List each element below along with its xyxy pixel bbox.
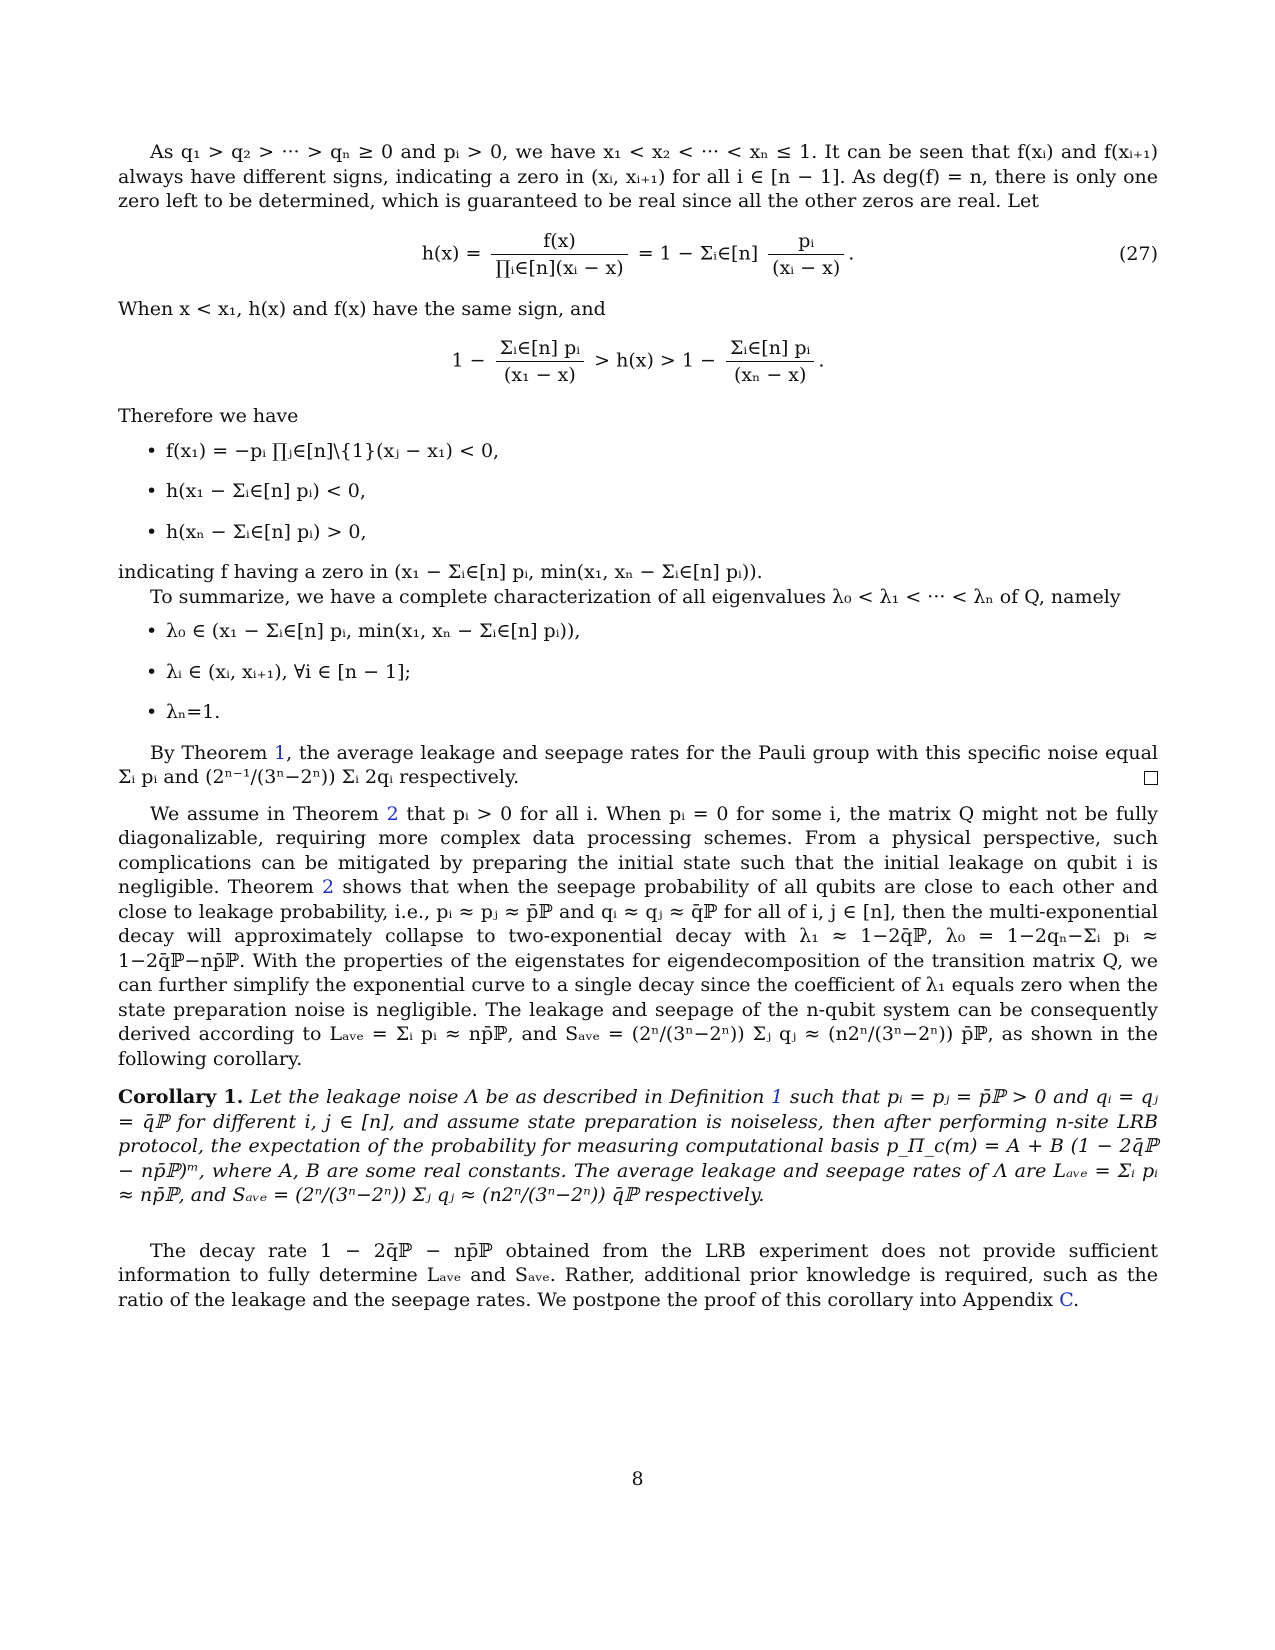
ineq-frac2-den: (xₙ − x) bbox=[733, 364, 807, 386]
eq27-end: . bbox=[848, 242, 855, 264]
eq27-frac2-den: (xᵢ − x) bbox=[772, 256, 841, 279]
eq27-frac2 bbox=[768, 228, 844, 281]
text-segment: By Theorem bbox=[150, 741, 275, 764]
text-segment: . bbox=[1073, 1288, 1080, 1311]
eq27-frac1-den: ∏ᵢ∈[n](xᵢ − x) bbox=[495, 256, 624, 279]
paragraph-decay-rate bbox=[118, 1239, 1158, 1313]
inequality bbox=[118, 335, 1158, 388]
definition-link[interactable]: 1 bbox=[771, 1086, 784, 1108]
theorem-link[interactable]: 2 bbox=[386, 802, 399, 825]
text-segment: The decay rate 1 − 2q̄ℙ − np̄ℙ obtained from the LRB experiment does not provide sufficient information to fully determine Lₐᵥₑ and Sₐᵥₑ. Rather, additional prior knowledge is required, such as the ratio of the leakage and the seepage rates. We postpone the proof of this corollary into Appendix bbox=[118, 1239, 1158, 1311]
corollary-1 bbox=[118, 1085, 1158, 1208]
ineq-frac2 bbox=[726, 335, 814, 388]
page-body bbox=[118, 140, 1158, 1312]
list-item: • h(xₙ − Σᵢ∈[n] pᵢ) > 0, bbox=[166, 520, 1158, 545]
paragraph-zeros: As q₁ > q₂ > ··· > qₙ ≥ 0 and pᵢ > 0, we have x₁ < x₂ < ··· < xₙ ≤ 1. It can be seen that f(xᵢ) and f(xᵢ₊₁) always have different signs, indicating a zero in (xᵢ, xᵢ₊₁) for all i ∈ [n − 1]. As deg(f) = n, there is only one zero left to be determined, which is guaranteed to be real since all the other zeros are real. Let bbox=[118, 141, 1158, 212]
ineq-frac2-num: Σᵢ∈[n] pᵢ bbox=[726, 335, 814, 362]
list-item: • λ₀ ∈ (x₁ − Σᵢ∈[n] pᵢ, min(x₁, xₙ − Σᵢ∈[n] pᵢ)), bbox=[166, 619, 1158, 644]
ineq-mid: > h(x) > 1 − bbox=[594, 349, 716, 372]
ineq-frac1-den: (x₁ − x) bbox=[503, 364, 576, 386]
text-segment: Let the leakage noise Λ be as described in Definition bbox=[243, 1086, 772, 1108]
eq27-lhs: h(x) = bbox=[421, 242, 482, 264]
equation-number: (27) bbox=[1118, 242, 1158, 265]
page-number: 8 bbox=[631, 1468, 644, 1490]
paragraph-therefore: Therefore we have bbox=[118, 405, 299, 427]
corollary-title: Corollary 1. bbox=[118, 1086, 244, 1108]
ineq-frac1 bbox=[496, 335, 584, 388]
list-item: • λᵢ ∈ (xᵢ, xᵢ₊₁), ∀i ∈ [n − 1]; bbox=[166, 660, 1158, 685]
paragraph-by-theorem bbox=[118, 741, 1158, 790]
text-segment: shows that when the seepage probability of all qubits are close to each other and close to leakage probability, i.e., pᵢ ≈ pⱼ ≈ p̄ℙ and qᵢ ≈ qⱼ ≈ q̄ℙ for all of i, j ∈ [n], then the multi-exponential decay will approximately collapse to two-exponential decay with λ₁ ≈ 1−2q̄ℙ, λ₀ = 1−2qₙ−Σᵢ pᵢ ≈ 1−2q̄ℙ−np̄ℙ. With the properties of the eigenstates for eigendecomposition of the transition matrix Q, we can further simplify the exponential curve to a single decay since the coefficient of λ₁ equals zero when the state preparation noise is negligible. The leakage and seepage of the n-qubit system can be consequently derived according to Lₐᵥₑ = Σᵢ pᵢ ≈ np̄ℙ, and Sₐᵥₑ = (2ⁿ/(3ⁿ−2ⁿ)) Σⱼ qⱼ ≈ (n2ⁿ/(3ⁿ−2ⁿ)) p̄ℙ, as shown in the following corollary. bbox=[118, 876, 1158, 1070]
qed-square-icon bbox=[1144, 771, 1158, 785]
theorem-link[interactable]: 2 bbox=[322, 876, 335, 898]
eq27-mid: = 1 − Σᵢ∈[n] bbox=[637, 242, 759, 264]
text-segment: We assume in Theorem bbox=[150, 802, 387, 825]
paragraph-indicating: indicating f having a zero in (x₁ − Σᵢ∈[n] pᵢ, min(x₁, xₙ − Σᵢ∈[n] pᵢ)). bbox=[118, 561, 763, 583]
eq27-frac1 bbox=[491, 228, 627, 281]
paragraph-when: When x < x₁, h(x) and f(x) have the same sign, and bbox=[118, 297, 606, 320]
eq27-frac2-num: pᵢ bbox=[768, 228, 844, 255]
equation-27 bbox=[118, 228, 1158, 281]
paragraph-summarize: To summarize, we have a complete characterization of all eigenvalues λ₀ < λ₁ < ··· < λₙ of Q, namely bbox=[150, 585, 1121, 608]
bullet-list-eigenvalues bbox=[118, 619, 1158, 725]
ineq-end: . bbox=[818, 349, 825, 372]
text-segment: that pᵢ > 0 for all i. When pᵢ = 0 for some i, the matrix Q might not be fully diagonalizable, requiring more complex data processing schemes. From a physical perspective, such complications can be mitigated by preparing the initial state such that the initial leakage on qubit i is negligible. Theorem bbox=[118, 802, 1158, 898]
list-item: • λₙ=1. bbox=[166, 700, 1158, 725]
list-item: • h(x₁ − Σᵢ∈[n] pᵢ) < 0, bbox=[166, 479, 1158, 504]
theorem-link[interactable]: 1 bbox=[274, 741, 287, 764]
ineq-start: 1 − bbox=[451, 349, 486, 372]
ineq-frac1-num: Σᵢ∈[n] pᵢ bbox=[496, 335, 584, 362]
text-segment: such that pᵢ = pⱼ = p̄ℙ > 0 and qᵢ = qⱼ = q̄ℙ for different i, j ∈ [n], and assume state preparation is noiseless, then after performing n-site LRB protocol, the expectation of the probability for measuring computational basis p_Π_c(m) = A + B (1 − 2q̄ℙ − np̄ℙ)ᵐ, where A, B are some real constants. The average leakage and seepage rates of Λ are Lₐᵥₑ = Σᵢ pᵢ ≈ np̄ℙ, and Sₐᵥₑ = (2ⁿ/(3ⁿ−2ⁿ)) Σⱼ qⱼ ≈ (n2ⁿ/(3ⁿ−2ⁿ)) q̄ℙ respectively. bbox=[118, 1086, 1158, 1206]
bullet-list-signs bbox=[118, 439, 1158, 545]
appendix-link[interactable]: C bbox=[1059, 1288, 1074, 1311]
text-segment: , the average leakage and seepage rates for the Pauli group with this specific noise equal Σᵢ pᵢ and (2ⁿ⁻¹/(3ⁿ−2ⁿ)) Σᵢ 2qᵢ respectively. bbox=[118, 741, 1158, 788]
eq27-frac1-num: f(x) bbox=[491, 228, 627, 255]
list-item: • f(x₁) = −pᵢ ∏ⱼ∈[n]\{1}(xⱼ − x₁) < 0, bbox=[166, 439, 1158, 464]
paragraph-assumption bbox=[118, 802, 1158, 1072]
